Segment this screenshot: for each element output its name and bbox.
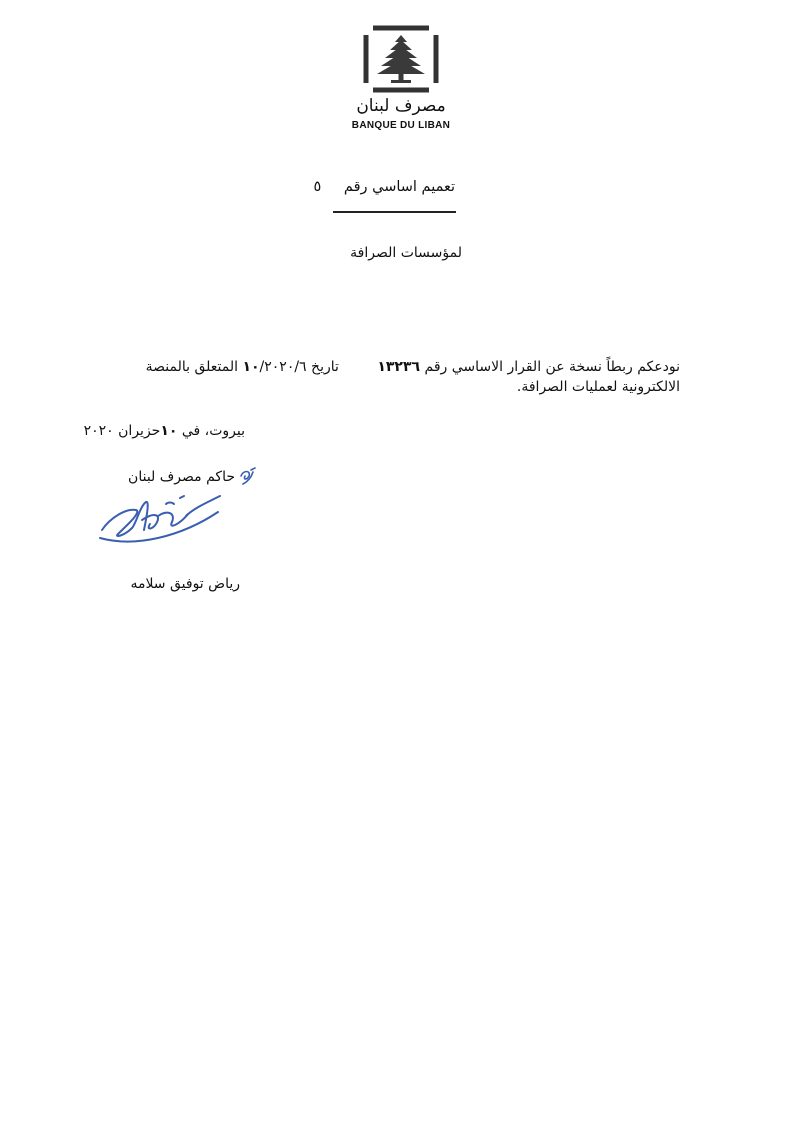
- circular-title-label: تعميم اساسي رقم: [343, 179, 455, 195]
- circular-number: ٥: [313, 179, 322, 195]
- initial-mark-icon: [237, 464, 259, 486]
- closing-place: بيروت، في: [181, 423, 245, 439]
- addressee: لمؤسسات الصرافة: [350, 245, 462, 261]
- closing-day: ١٠: [160, 423, 178, 439]
- decision-date-rest: /٢٠٢٠/٦: [259, 359, 307, 375]
- circular-title: [314, 177, 455, 197]
- closing-date: [84, 421, 245, 441]
- cedar-logo-icon: [363, 25, 439, 93]
- body-intro: نودعكم ربطاً نسخة عن القرار الاساسي رقم: [424, 359, 680, 375]
- decision-number: ١٣٢٣٦: [377, 359, 421, 375]
- date-label: تاريخ: [311, 359, 339, 375]
- decision-date-day: ١٠: [242, 359, 260, 375]
- closing-month-year: حزيران ٢٠٢٠: [83, 423, 161, 439]
- body-line-2: الالكترونية لعمليات الصرافة.: [516, 379, 680, 395]
- body-line-1: [146, 357, 680, 377]
- governor-title: حاكم مصرف لبنان: [128, 469, 235, 485]
- governor-name: رياض توفيق سلامه: [130, 576, 240, 592]
- subject-part-1: المتعلق بالمنصة: [145, 359, 238, 375]
- signature-icon: [96, 490, 226, 552]
- bank-name-french: BANQUE DU LIBAN: [351, 120, 451, 131]
- title-underline: [333, 211, 456, 213]
- bank-name-arabic: مصرف لبنان: [356, 96, 446, 116]
